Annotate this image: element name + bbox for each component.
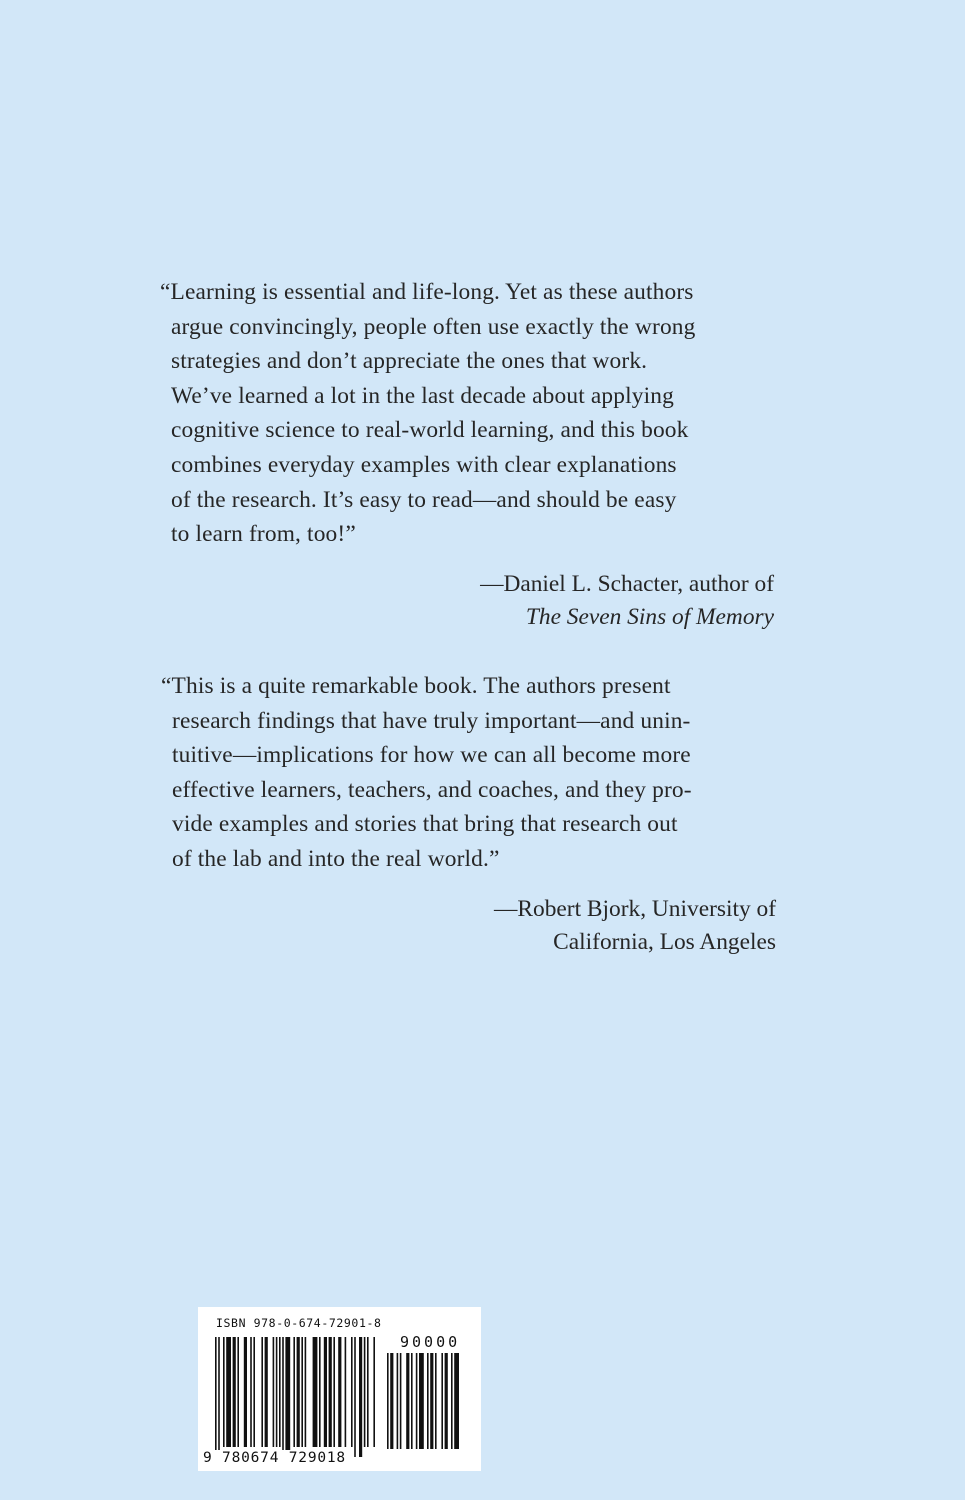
barcode-bar — [430, 1353, 433, 1449]
barcode-bar — [390, 1353, 393, 1449]
barcode-bar — [305, 1337, 307, 1447]
barcode-bar — [226, 1337, 231, 1447]
barcode-bar — [324, 1337, 327, 1447]
quote-line: combines everyday examples with clear explanations — [171, 451, 677, 478]
quote-line: argue convincingly, people often use exactly the wrong — [171, 313, 696, 340]
barcode-bar — [273, 1337, 275, 1447]
quote-line: effective learners, teachers, and coaches, and they pro- — [172, 776, 692, 803]
barcode-bar — [345, 1337, 347, 1447]
barcode-bar — [250, 1337, 252, 1447]
attribution-affiliation: California, Los Angeles — [553, 929, 776, 955]
barcode-bar — [276, 1337, 278, 1447]
barcode-bar — [223, 1337, 225, 1447]
barcode-bar — [279, 1337, 281, 1447]
attribution-book-title: The Seven Sins of Memory — [525, 604, 774, 630]
barcode-bar — [406, 1353, 409, 1449]
barcode-bar — [419, 1353, 424, 1449]
attribution-schacter — [480, 568, 774, 634]
barcode-bar — [397, 1353, 399, 1449]
barcode-bar — [400, 1353, 402, 1449]
quote-line: research findings that have truly important—and unin- — [172, 707, 691, 734]
attribution-name: —Robert Bjork, University of — [494, 896, 776, 922]
barcode-bar — [427, 1353, 429, 1449]
quote-line: “This is a quite remarkable book. The authors present — [161, 673, 671, 699]
barcode-bar — [265, 1337, 268, 1447]
barcode-bar — [359, 1337, 362, 1457]
barcode-bar — [215, 1337, 217, 1457]
quote-line: strategies and don’t appreciate the ones that work. — [171, 348, 648, 375]
isbn-barcode — [198, 1307, 481, 1471]
quote-line: vide examples and stories that bring that research out — [172, 811, 678, 838]
barcode-bar — [451, 1353, 453, 1449]
barcode-bar — [364, 1337, 366, 1447]
barcode-bar — [282, 1337, 284, 1457]
barcode-bar — [319, 1337, 321, 1447]
barcode-bar — [351, 1337, 353, 1447]
barcode-bar — [244, 1337, 247, 1447]
barcode-bar — [354, 1337, 356, 1457]
barcode-bar — [301, 1337, 303, 1447]
barcode-bar — [253, 1337, 255, 1447]
quote-line: to learn from, too!” — [171, 521, 356, 548]
barcode-bar — [237, 1337, 239, 1447]
barcode-bar — [373, 1337, 375, 1447]
barcode-bar — [411, 1353, 413, 1449]
addon-barcode-bars — [387, 1353, 467, 1463]
barcode-bar — [338, 1337, 341, 1447]
quote-line: We’ve learned a lot in the last decade about applying — [171, 382, 674, 409]
barcode-bar — [297, 1337, 300, 1447]
blurb-bjork — [161, 669, 692, 877]
quote-line: of the research. It’s easy to read—and should be easy — [171, 486, 677, 513]
barcode-bar — [285, 1337, 290, 1457]
barcode-bar — [416, 1353, 418, 1449]
blurb-schacter — [160, 275, 696, 552]
quote-line: of the lab and into the real world.” — [172, 845, 500, 872]
barcode-bar — [454, 1353, 459, 1449]
barcode-bar — [293, 1337, 295, 1447]
barcode-bar — [387, 1353, 389, 1449]
barcode-bar — [441, 1353, 443, 1449]
barcode-bar — [445, 1353, 448, 1449]
barcode-bar — [218, 1337, 220, 1457]
barcode-bar — [233, 1337, 236, 1447]
barcode-bar — [367, 1337, 369, 1447]
barcode-bar — [261, 1337, 263, 1447]
isbn-label: ISBN 978-0-674-72901-8 — [216, 1316, 382, 1330]
barcode-bar — [333, 1337, 335, 1447]
quote-line: “Learning is essential and life-long. Yet as these authors — [160, 279, 694, 305]
attribution-name: —Daniel L. Schacter, author of — [480, 571, 774, 597]
barcode-bar — [313, 1337, 318, 1447]
price-code: 90000 — [400, 1333, 461, 1351]
barcode-bar — [435, 1353, 437, 1449]
attribution-bjork — [494, 893, 776, 959]
quote-line: cognitive science to real-world learning, and this book — [171, 417, 689, 444]
barcode-bar — [329, 1337, 332, 1447]
quote-line: tuitive—implications for how we can all become more — [172, 742, 691, 769]
ean-barcode-bars — [215, 1337, 375, 1463]
ean-digits: 9 780674 729018 — [203, 1450, 346, 1466]
